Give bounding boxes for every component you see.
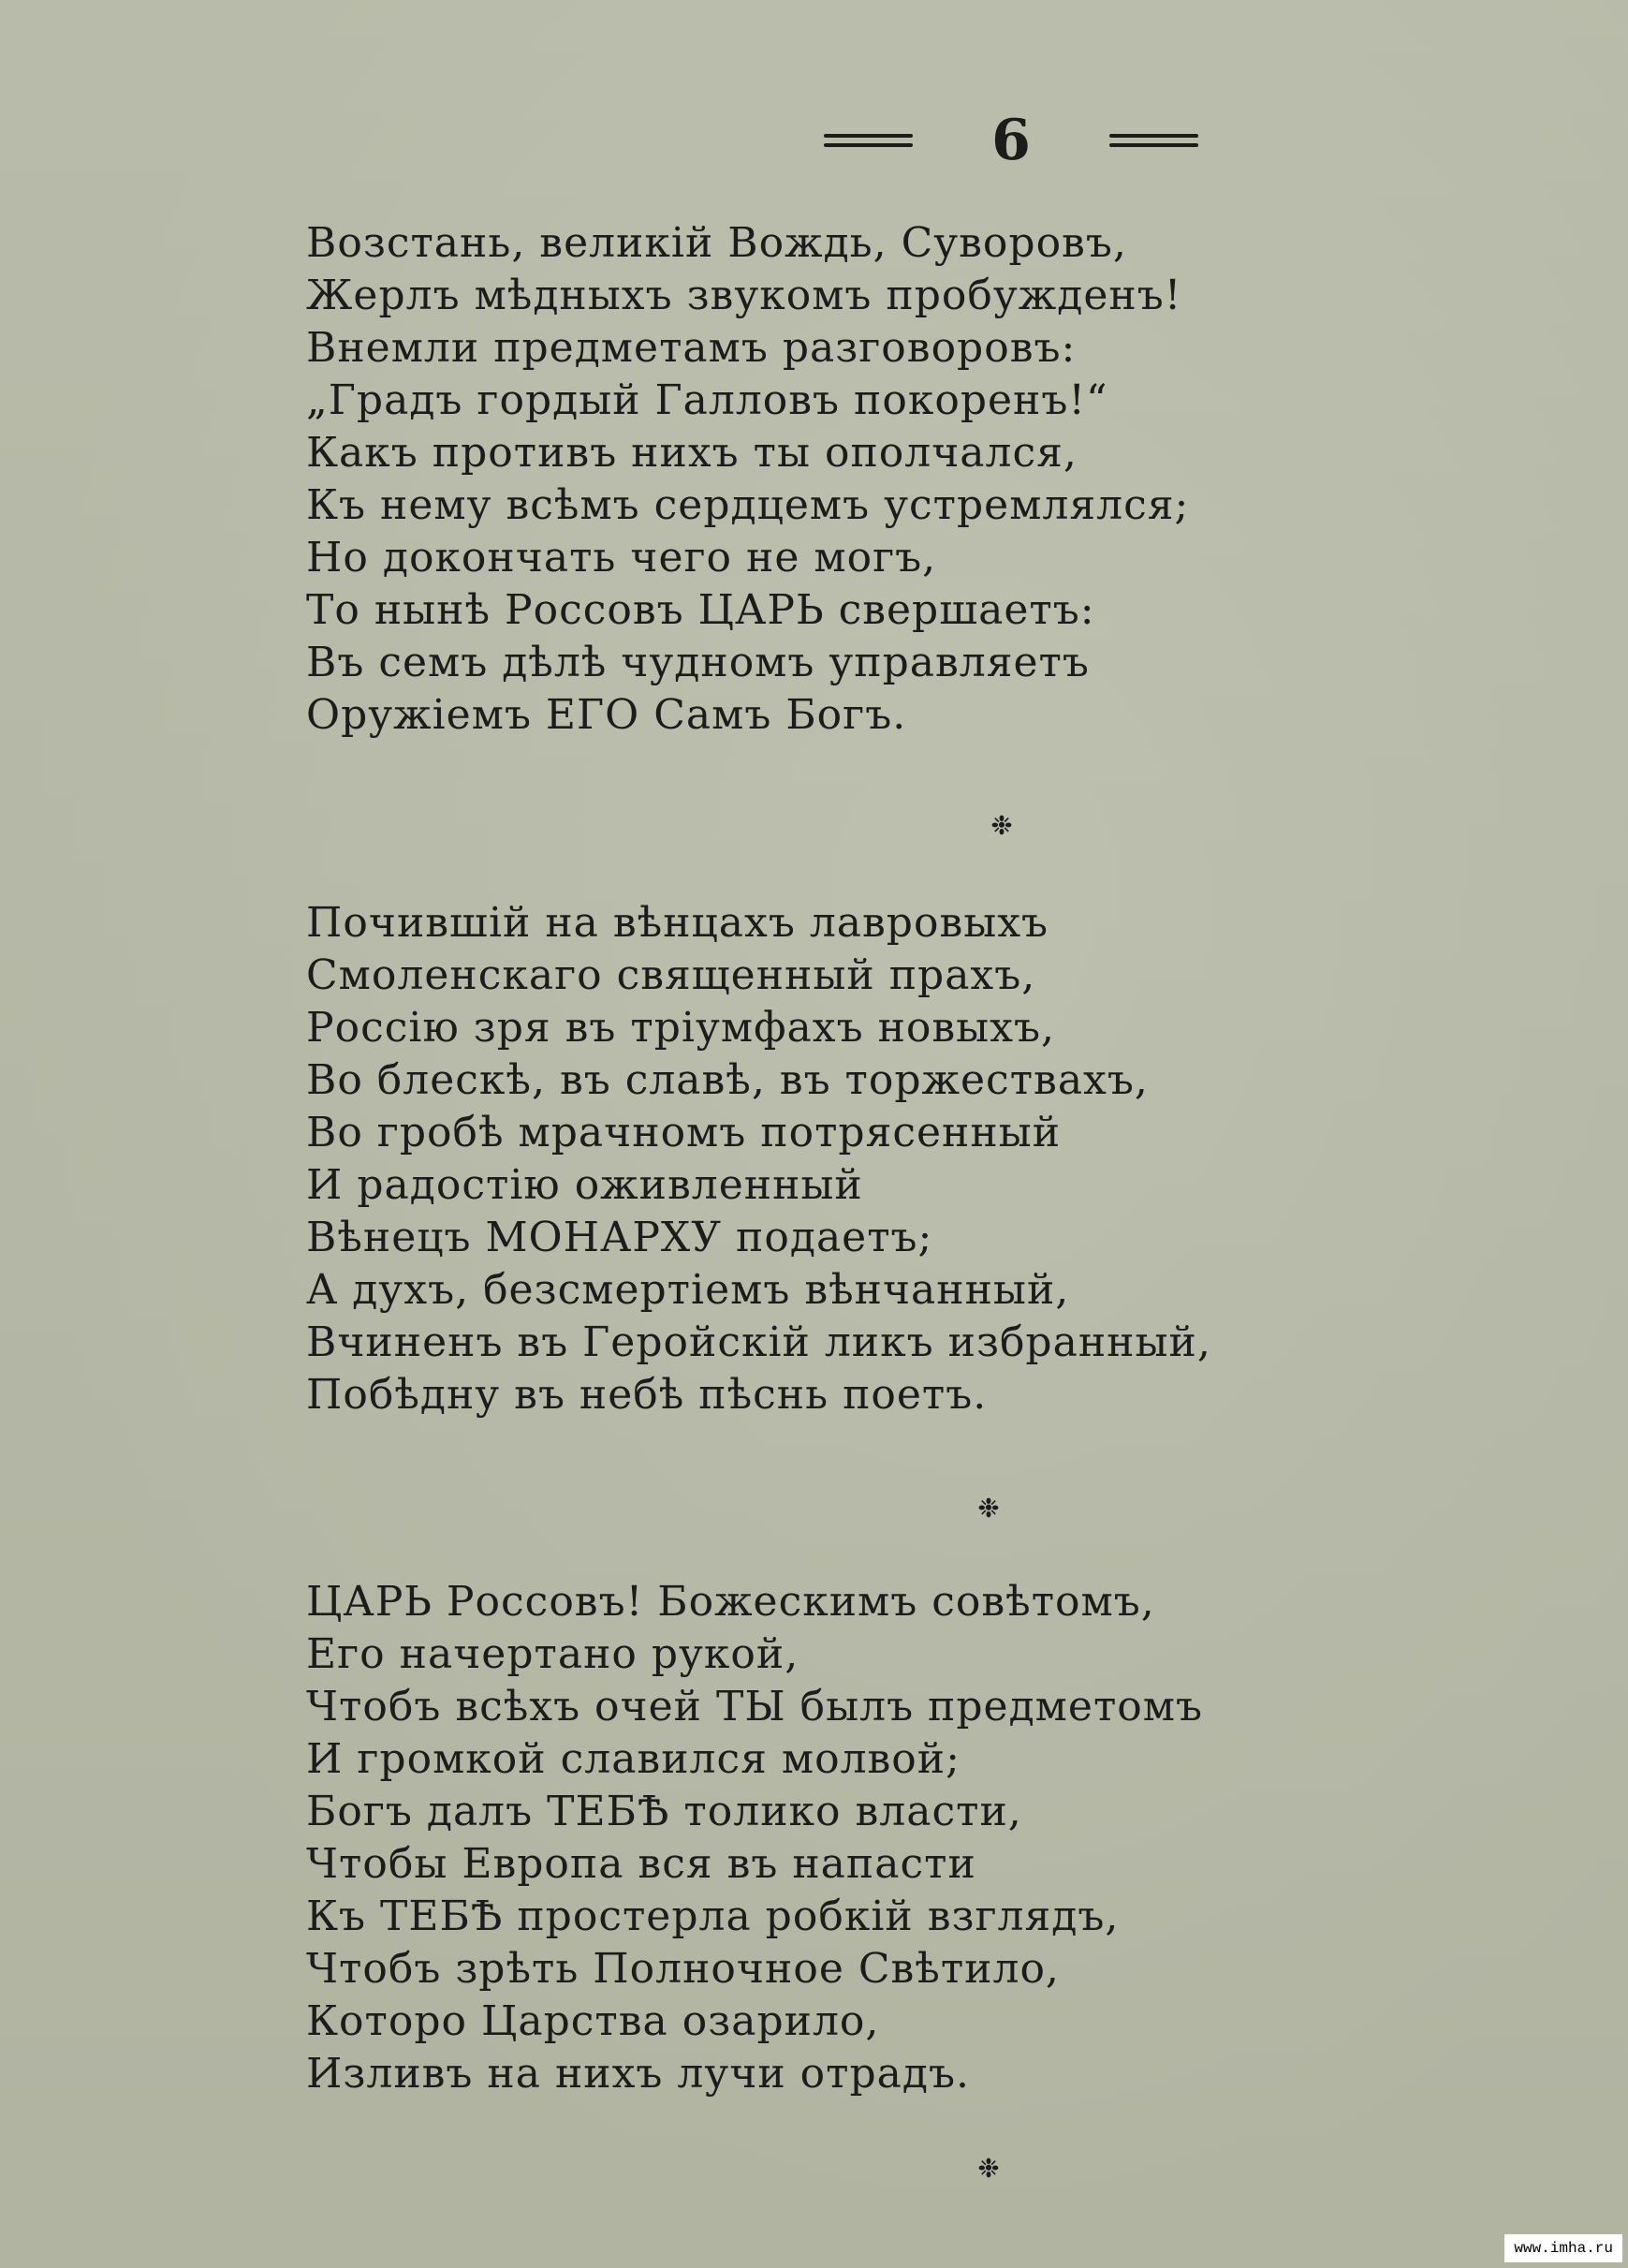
stanza-3 [306,1576,1203,2100]
verse-line: Въ семъ дѣлѣ чудномъ управляетъ [306,639,1090,686]
page-header [824,108,1198,173]
stanza-1 [306,217,1189,742]
right-double-rule [1109,134,1198,147]
verse-line: А духъ, безсмертіемъ вѣнчанный, [306,1266,1070,1314]
ornament-icon: ❉ [990,810,1013,841]
verse-line: Внемли предметамъ разговоровъ: [306,324,1077,372]
watermark: www.imha.ru [1504,2234,1622,2262]
verse-line: И радостію оживленный [306,1161,863,1209]
page-number: 6 [991,108,1031,173]
left-double-rule [824,134,913,147]
ornament-icon: ❉ [977,2153,1000,2184]
verse-line: Возстань, великій Вождь, Суворовъ, [306,219,1127,267]
verse-line: Оружіемъ ЕГО Самъ Богъ. [306,691,907,739]
verse-line: То нынѣ Россовъ ЦАРЬ свершаетъ: [306,586,1095,634]
verse-line: И громкой славился молвой; [306,1735,961,1783]
verse-line: Его начертано рукой, [306,1630,799,1678]
verse-line: „Градъ гордый Галловъ покоренъ!“ [306,376,1108,424]
verse-line: Къ нему всѣмъ сердцемъ устремлялся; [306,481,1190,529]
verse-line: Смоленскаго священный прахъ, [306,951,1036,999]
verse-line: Во блескѣ, въ славѣ, въ торжествахъ, [306,1056,1149,1104]
verse-line: Вѣнецъ МОНАРХУ подаетъ; [306,1214,933,1261]
verse-line: Во гробѣ мрачномъ потрясенный [306,1109,1062,1156]
verse-line: Къ ТЕБѢ простерла робкій взглядъ, [306,1892,1120,1940]
verse-line: Которо Царства озарило, [306,1997,880,2045]
verse-line: Побѣдну въ небѣ пѣснь поетъ. [306,1371,988,1419]
verse-line: Чтобъ всѣхъ очей ТЫ былъ предметомъ [306,1683,1203,1730]
verse-line: Какъ противъ нихъ ты ополчался, [306,429,1078,477]
verse-line: Россію зря въ тріумфахъ новыхъ, [306,1004,1055,1052]
verse-line: Чтобъ зрѣть Полночное Свѣтило, [306,1945,1060,1993]
verse-line: Жерлъ мѣдныхъ звукомъ пробужденъ! [306,272,1182,319]
verse-line: Богъ далъ ТЕБѢ толико власти, [306,1788,1022,1835]
verse-line: Почившій на вѣнцахъ лавровыхъ [306,899,1049,947]
verse-line: Но докончать чего не могъ, [306,534,937,582]
verse-line: Чтобы Европа вся въ напасти [306,1840,976,1888]
ornament-icon: ❉ [977,1493,1000,1524]
stanza-2 [306,897,1211,1421]
verse-line: Вчиненъ въ Геройскій ликъ избранный, [306,1318,1211,1366]
verse-line: Изливъ на нихъ лучи отрадъ. [306,2050,970,2098]
verse-line: ЦАРЬ Россовъ! Божескимъ совѣтомъ, [306,1578,1155,1626]
